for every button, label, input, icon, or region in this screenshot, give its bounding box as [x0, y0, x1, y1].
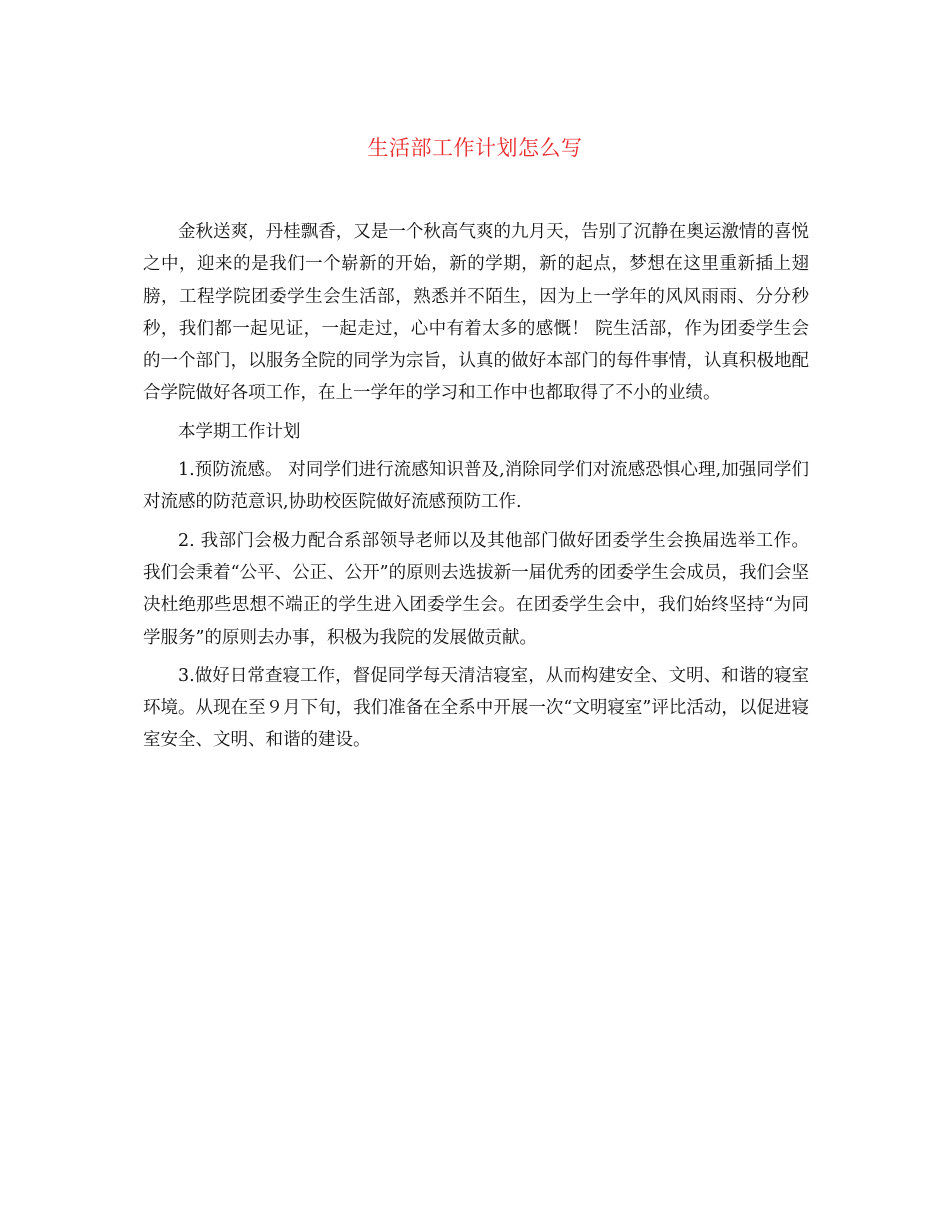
plan-item-3: 3.做好日常查寝工作，督促同学每天清洁寝室，从而构建安全、文明、和谐的寝室环境。从现在至９月下旬，我们准备在全系中开展一次“文明寝室”评比活动，以促进寝室安全、文明、和谐的建设。: [143, 665, 809, 751]
plan-item-2: 2. 我部门会极力配合系部领导老师以及其他部门做好团委学生会换届选举工作。我们会秉着“公平、公正、公开”的原则去选拔新一届优秀的团委学生会成员，我们会坚决杜绝那些思想不端正的学生进入团委学生会。在团委学生会中，我们始终坚持“为同学服务”的原则去办事，积极为我院的发展做贡献。: [143, 530, 809, 648]
section-heading: 本学期工作计划: [178, 421, 301, 442]
document-title: 生活部工作计划怎么写: [367, 136, 583, 160]
plan-item-1: 1.预防流感。 对同学们进行流感知识普及,消除同学们对流感恐惧心理,加强同学们对流感的防范意识,协助校医院做好流感预防工作.: [143, 460, 809, 513]
intro-paragraph: 金秋送爽，丹桂飘香，又是一个秋高气爽的九月天，告别了沉静在奥运激情的喜悦之中，迎来的是我们一个崭新的开始，新的学期，新的起点，梦想在这里重新插上翅膀，工程学院团委学生会生活部，熟悉并不陌生，因为上一学年的风风雨雨、分分秒秒，我们都一起见证，一起走过，心中有着太多的感慨！ 院生活部，作为团委学生会的一个部门，以服务全院的同学为宗旨，认真的做好本部门的每件事情，认真积极地配合学院做好各项工作，在上一学年的学习和工作中也都取得了不小的业绩。: [143, 222, 809, 404]
document-body: [143, 216, 809, 763]
